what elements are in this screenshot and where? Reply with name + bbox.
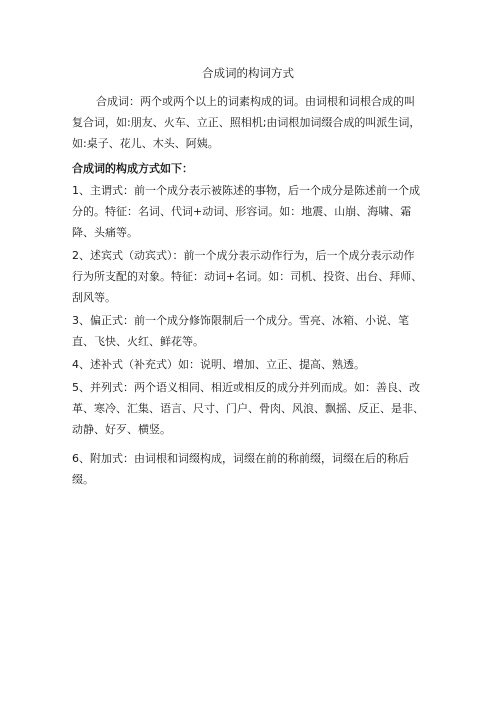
section-heading: 合成词的构成方式如下： <box>72 162 193 175</box>
list-item-2: 2、述宾式（动宾式）：前一个成分表示动作行为，后一个成分表示动作行为所支配的对象。特征：动词+名词。如：司机、投资、出台、拜师、刮风等。 <box>72 249 423 304</box>
list-item-3: 3、偏正式：前一个成分修饰限制后一个成分。雪亮、冰箱、小说、笔直、飞快、火红、鲜花等。 <box>72 314 409 348</box>
list-item-5: 5、并列式：两个语义相同、相近或相反的成分并列而成。如：善良、改革、寒冷、汇集、语言、尺寸、门户、骨肉、风浪、飘摇、反正、是非、动静、好歹、横竖。 <box>72 381 424 436</box>
list-item-1: 1、主谓式：前一个成分表示被陈述的事物，后一个成分是陈述前一个成分的。特征：名词、代词+动词、形容词。如：地震、山崩、海啸、霜降、头痛等。 <box>72 184 420 239</box>
list-item-6: 6、附加式：由词根和词缀构成，词缀在前的称前缀，词缀在后的称后缀。 <box>72 452 409 486</box>
list-item-4: 4、述补式（补充式）如：说明、增加、立正、提高、熟透。 <box>72 358 365 371</box>
document-title: 合成词的构词方式 <box>202 66 294 80</box>
intro-paragraph: 合成词：两个或两个以上的词素构成的词。由词根和词根合成的叫复合词，如:朋友、火车、立正、照相机;由词根加词缀合成的叫派生词，如:桌子、花儿、木头、阿姨。 <box>72 95 421 150</box>
